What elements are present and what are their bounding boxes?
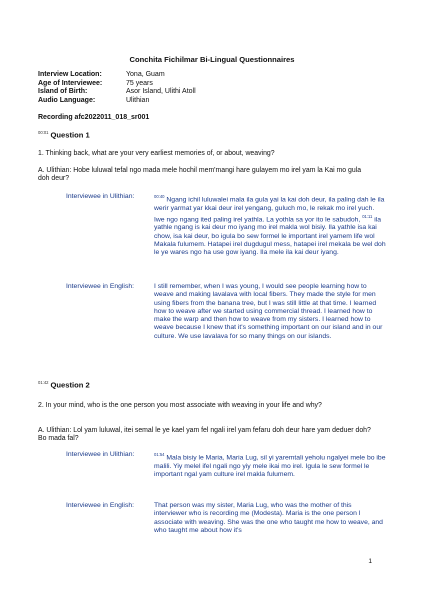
answer-text: That person was my sister, Maria Lug, who was the mother of this interviewer who is recording me (Modesta). Maria is the one person I associate with weaving. She was the one who taught me how to weave, and who taught me about how it's (154, 502, 383, 534)
meta-row-audio-language (38, 97, 196, 106)
question-2-text: 2. In your mind, who is the one person you most associate with weaving in your life and why? (38, 402, 322, 409)
answer-label: Interviewee in English: (66, 283, 135, 290)
meta-value: 75 years (126, 79, 153, 87)
meta-value: Yona, Guam (126, 71, 165, 78)
meta-value: Asor Island, Ulithi Atoll (126, 88, 196, 96)
answer-text: I still remember, when I was young, I would see people learning how to weave and making lavalava with local fibers. They made the style for men using fibers from the banana tree, but I was still little at that time. I learned how to weave after we started using commercial thread. I learned how to make the warp and then how to weave from my sisters. I learned how to weave because I knew that it's something important on our island and in our culture. We use lavalava for so many things on our islands. (154, 283, 383, 340)
meta-row-age (38, 80, 196, 89)
question-2-heading (38, 380, 90, 390)
question-1-ulithian: A. Ulithian: Hobe luluwal tefal ngo mada mele hochil mem'mangi hare gulayem mo irel yam la Kai mo gula doh deur? (38, 167, 362, 183)
answer-label: Interviewee in English: (66, 502, 135, 509)
timestamp: 00:01 (38, 130, 49, 135)
interview-metadata (38, 71, 196, 105)
q1-ulithian-answer (66, 193, 386, 258)
meta-label: Interview Location: (38, 71, 102, 78)
timestamp: 01:11 (362, 213, 373, 219)
meta-row-location (38, 71, 196, 80)
answer-text-part: ila yathle ngang is kai deur mo iyang mo irel makla wol bisiy. Ila yathle isa kai chow, isa kai deur, bo igula bo sew formel le important irel yamem life wol Makala fulumem. Hatapei irel dugdugul mess, hatapei irel mekala be wel doh le ye wares ngo ha use gow iyang. Ila mele ila kai deur iyang. (154, 216, 386, 257)
timestamp: 01:54 (154, 452, 165, 457)
meta-value: Ulithian (126, 96, 150, 104)
recording-id: Recording afc2022011_018_sr001 (38, 114, 150, 121)
answer-label: Interviewee in Ulithian: (66, 193, 135, 200)
answer-text-part: Mala bisiy le Maria, Maria Lug, sil yi yaremtali yeholu ngalyei mele bo ibe malili. Yiy melel ifel ngali ngo yiy mele ikai mo irel. Igula le sew formel le important ngal yam culture irel makla fulumem. (154, 454, 386, 478)
page-number: 1 (368, 558, 372, 565)
meta-row-birth-island (38, 88, 196, 97)
meta-label: Age of Interviewee: (38, 79, 103, 87)
meta-label: Island of Birth: (38, 88, 88, 96)
document-title: Conchita Fichilmar Bi-Lingual Questionnaires (129, 55, 295, 64)
timestamp: 00:40 (154, 194, 165, 199)
q2-ulithian-answer (66, 451, 386, 479)
answer-text-part: Ngang ichil luluwalei mala ila gula yai la kai doh deur, ila paling dah le ila werir yarmat yar kkai deur irel yengang, guluch mo, le rekak mo irel yuch. Iwe ngo ngang ited paling irel yathla. La yothla sa yor ito le sabudoh, (154, 196, 385, 224)
q2-english-answer (66, 502, 386, 535)
question-1-text: 1. Thinking back, what are your very earliest memories of, or about, weaving? (38, 150, 275, 157)
timestamp: 01:42 (38, 380, 49, 385)
meta-label: Audio Language: (38, 96, 96, 104)
answer-label: Interviewee in Ulithian: (66, 451, 135, 458)
q1-english-answer (66, 283, 386, 341)
question-1-heading (38, 130, 90, 140)
question-heading-text: Question 2 (50, 380, 90, 390)
answer-text (154, 193, 386, 258)
question-heading-text: Question 1 (50, 130, 90, 140)
question-2-ulithian: A. Ulithian: Lol yam luluwal, itei semal le ye kael yam fel ngali irel yam fefaru doh deur hare yam deduer doh? Bo mada fal? (38, 427, 371, 443)
answer-text (154, 451, 386, 479)
